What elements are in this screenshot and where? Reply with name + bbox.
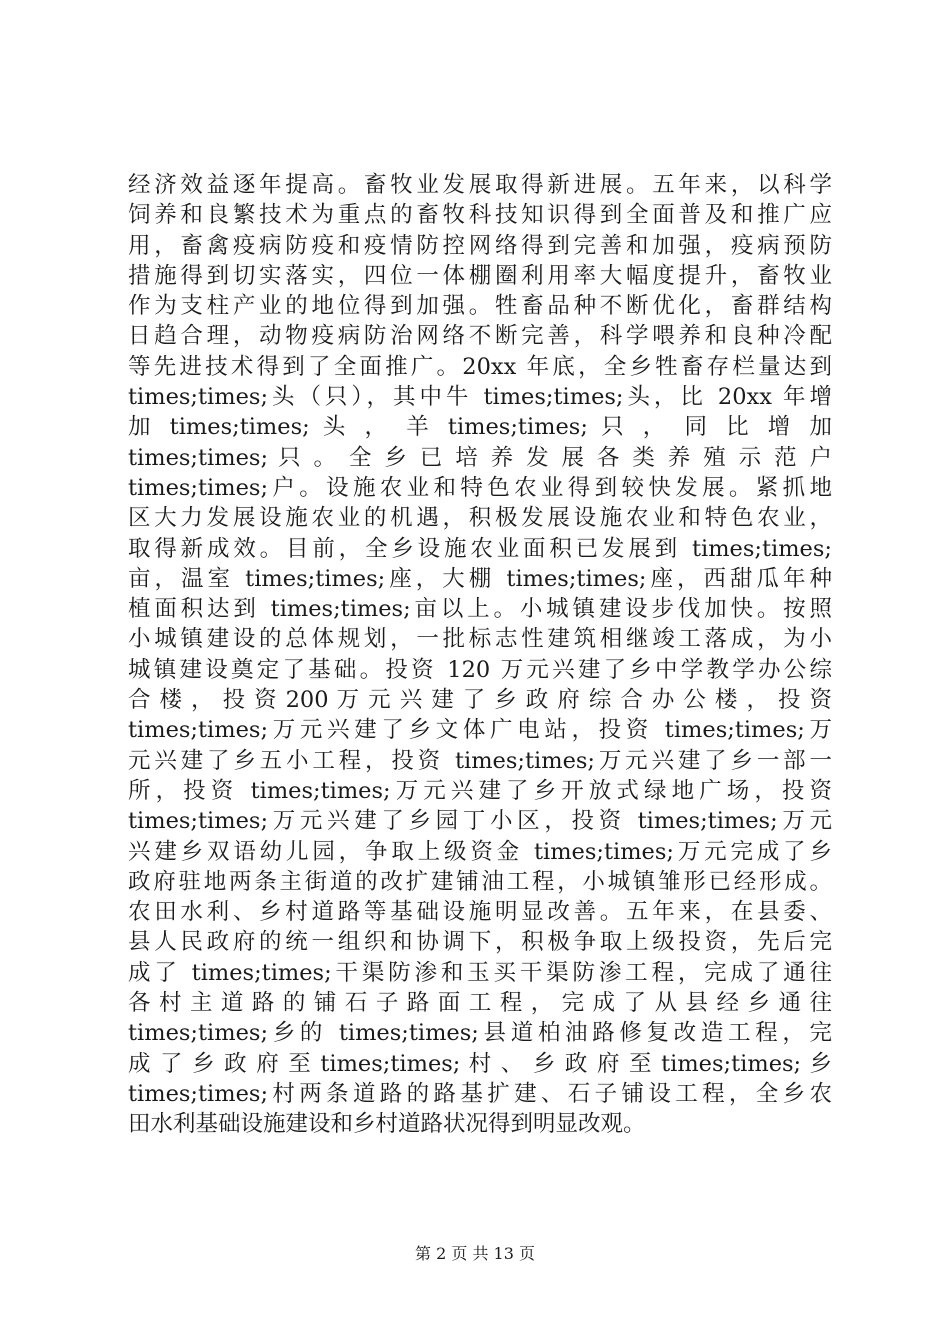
body-line: 县人民政府的统一组织和协调下，积极争取上级投资，先后完 [128,929,832,956]
body-line: 兴建乡双语幼儿园，争取上级资金 times;times;万元完成了乡 [128,838,832,865]
body-line: 等先进技术得到了全面推广。20xx 年底，全乡牲畜存栏量达到 [128,353,832,380]
body-line: 亩，温室 times;times;座，大棚 times;times;座，西甜瓜年种 [128,565,832,592]
body-line: 日趋合理，动物疫病防治网络不断完善，科学喂养和良种冷配 [128,323,832,350]
body-line: times;times;万元兴建了乡园丁小区，投资 times;times;万元 [128,808,832,835]
body-line: 农田水利、乡村道路等基础设施明显改善。五年来，在县委、 [128,899,832,926]
body-line: 经济效益逐年提高。畜牧业发展取得新进展。五年来，以科学 [128,172,832,198]
document-body [128,170,832,1140]
body-line: 植面积达到 times;times;亩以上。小城镇建设步伐加快。按照 [128,596,832,623]
body-line: 合 楼 ， 投 资 200 万 元 兴 建 了 乡 政 府 综 合 办 公 楼 ， 投 资 [128,687,832,714]
body-line: times;times;村两条道路的路基扩建、石子铺设工程，全乡农 [128,1080,832,1107]
body-line: 元兴建了乡五小工程，投资 times;times;万元兴建了乡一部一 [128,747,832,774]
body-line-last: 田水利基础设施建设和乡村道路状况得到明显改观。 [128,1111,646,1138]
body-line: 城镇建设奠定了基础。投资 120 万元兴建了乡中学教学办公综 [128,656,832,683]
body-line: 成了 times;times;干渠防渗和玉买干渠防渗工程，完成了通往 [128,959,832,986]
body-line: 各 村 主 道 路 的 铺 石 子 路 面 工 程 ， 完 成 了 从 县 经 乡 通 往 [128,990,832,1017]
body-line: 所，投资 times;times;万元兴建了乡开放式绿地广场，投资 [128,777,832,804]
body-line: 区大力发展设施农业的机遇，积极发展设施农业和特色农业， [128,505,832,532]
body-line: 成 了 乡 政 府 至 times;times; 村 、 乡 政 府 至 times;times; 乡 [128,1050,832,1077]
body-line: times;times;户。设施农业和特色农业得到较快发展。紧抓地 [128,474,832,501]
page-number-footer: 第 2 页 共 13 页 [415,1244,535,1263]
body-line: times;times;乡的 times;times;县道柏油路修复改造工程，完 [128,1020,832,1047]
body-line: 小城镇建设的总体规划，一批标志性建筑相继竣工落成，为小 [128,626,832,653]
body-line: times;times;万元兴建了乡文体广电站，投资 times;times;万 [128,717,832,744]
body-line: 用，畜禽疫病防疫和疫情防控网络得到完善和加强，疫病预防 [128,232,832,259]
body-line: 措施得到切实落实，四位一体棚圈利用率大幅度提升，畜牧业 [128,262,832,289]
body-line: times;times;头（只），其中牛 times;times;头，比 20xx 年增 [128,384,832,411]
body-line: 作为支柱产业的地位得到加强。牲畜品种不断优化，畜群结构 [128,293,832,320]
body-line: 加 times;times; 头 ， 羊 times;times; 只 ， 同 比 增 加 [128,414,832,441]
body-line: 饲养和良繁技术为重点的畜牧科技知识得到全面普及和推广应 [128,202,832,229]
body-line: times;times; 只 。 全 乡 已 培 养 发 展 各 类 养 殖 示 范 户 [128,444,832,471]
body-line: 取得新成效。目前，全乡设施农业面积已发展到 times;times; [128,535,832,562]
body-line: 政府驻地两条主街道的改扩建铺油工程，小城镇雏形已经形成。 [128,868,832,895]
